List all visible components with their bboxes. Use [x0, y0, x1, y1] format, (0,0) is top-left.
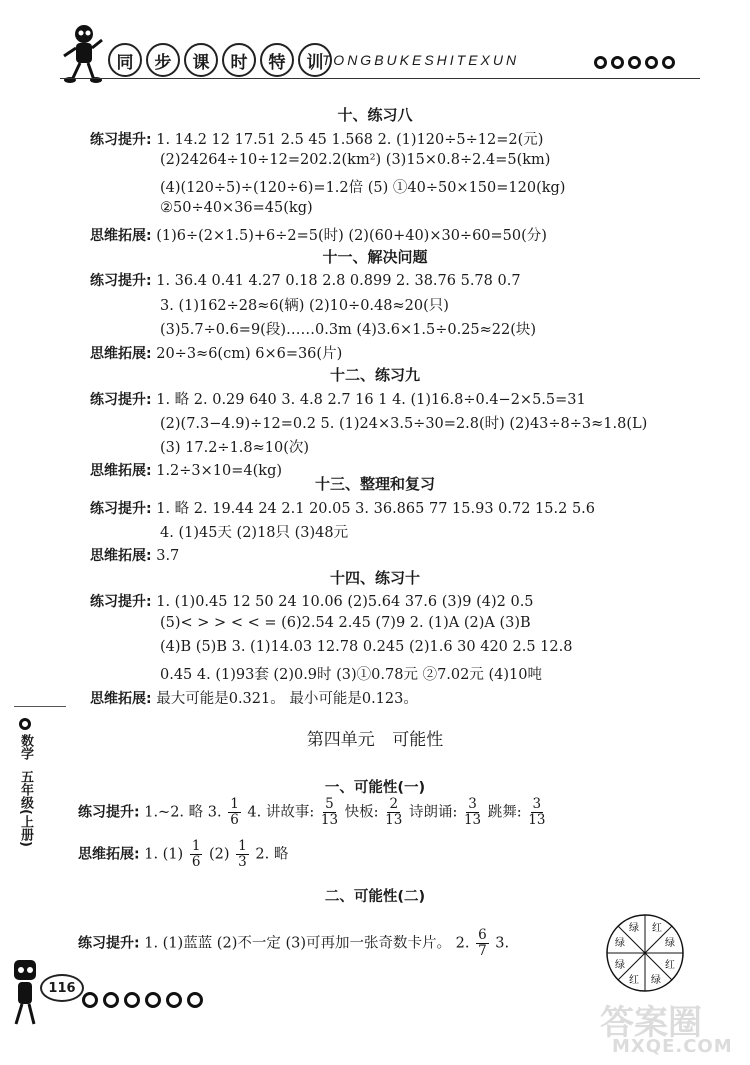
fraction-denominator: 6 — [191, 854, 201, 870]
answer-text: 1.~2. 略 3. — [144, 804, 222, 821]
answer-line — [90, 545, 179, 565]
thinking-label: 思维拓展: — [90, 346, 152, 362]
answer-line — [90, 342, 342, 363]
mascot-icon — [6, 958, 46, 1028]
circle-icon — [124, 992, 140, 1008]
answer-text: (2)(7.3−4.9)÷12=0.2 5. (1)24×3.5÷30=2.8(时) (2)43÷8÷3≈1.8(L) — [160, 416, 648, 432]
mascot-icon — [58, 22, 106, 84]
fraction-denominator: 13 — [528, 812, 546, 828]
answer-text: 4. 讲故事: — [247, 804, 315, 821]
answer-line — [90, 497, 595, 518]
answer-text: (3)5.7÷0.6=9(段)……0.3m (4)3.6×1.5÷0.25≈22(块) — [160, 322, 537, 338]
footer-dots — [82, 992, 203, 1008]
thinking-label: 思维拓展: — [78, 846, 140, 863]
practice-label: 练习提升: — [90, 132, 152, 148]
practice-label: 练习提升: — [90, 392, 152, 408]
answer-text: (5)< > > < < = (6)2.54 2.45 (7)9 2. (1)A (2)A (3)B — [160, 615, 531, 631]
fraction-numerator: 6 — [478, 927, 487, 943]
answer-line — [78, 797, 547, 828]
thinking-label: 思维拓展: — [90, 691, 152, 707]
fraction — [190, 839, 203, 870]
fraction-numerator: 1 — [230, 796, 239, 812]
answer-line — [90, 388, 586, 409]
fraction-numerator: 5 — [325, 796, 334, 812]
watermark: 答案圈 — [600, 1003, 702, 1043]
answer-text: (2) — [209, 846, 230, 863]
wheel-label: 红 — [652, 923, 662, 934]
answer-text: 1.2÷3×10=4(kg) — [156, 463, 283, 479]
fraction-denominator: 13 — [463, 812, 482, 828]
answer-text: 0.45 4. (1)93套 (2)0.9时 (3)①0.78元 ②7.02元 (4)10吨 — [160, 667, 542, 683]
answer-text: 1. 略 2. 0.29 640 3. 4.8 2.7 16 1 4. (1)16.8÷0.4−2×5.5=31 — [156, 392, 586, 408]
fraction — [385, 797, 402, 828]
wheel-label: 红 — [665, 960, 675, 971]
answer-line — [90, 591, 534, 611]
fraction-denominator: 6 — [230, 812, 239, 828]
fraction-numerator: 1 — [191, 838, 201, 854]
watermark-url: MXQE.COM — [612, 1036, 733, 1057]
header-title-char: 同 — [108, 43, 142, 77]
circle-icon — [187, 992, 203, 1008]
wheel-label: 绿 — [629, 923, 639, 934]
section-title: 二、可能性(二) — [324, 889, 426, 905]
wheel-label: 红 — [629, 975, 639, 986]
circle-icon — [611, 56, 624, 69]
answer-text: 最大可能是0.321。 最小可能是0.123。 — [156, 691, 418, 707]
answer-text: (3) 17.2÷1.8≈10(次) — [160, 440, 310, 456]
fraction — [476, 928, 489, 959]
section-title: 十、练习八 — [337, 106, 413, 124]
header-latin: TONGBUKESHITEXUN — [322, 52, 520, 68]
answer-text: 4. (1)45天 (2)18只 (3)48元 — [160, 525, 349, 541]
section-title: 十二、练习九 — [329, 366, 420, 384]
practice-label: 练习提升: — [78, 804, 140, 821]
practice-label: 练习提升: — [90, 273, 152, 289]
header-rule — [60, 78, 700, 79]
answer-text: 3. — [495, 935, 510, 952]
answer-text: 1. (1)0.45 12 50 24 10.06 (2)5.64 37.6 (3)9 (4)2 0.5 — [156, 594, 534, 610]
wheel-label: 绿 — [665, 938, 675, 949]
fraction-numerator: 2 — [389, 796, 399, 812]
header-title — [108, 43, 332, 77]
header-title-char: 特 — [260, 43, 294, 77]
circle-icon — [645, 56, 658, 69]
answer-text: (4)B (5)B 3. (1)14.03 12.78 0.245 (2)1.6 30 420 2.5 12.8 — [160, 639, 573, 655]
practice-label: 练习提升: — [90, 501, 152, 517]
thinking-label: 思维拓展: — [90, 463, 152, 479]
section-title: 十四、练习十 — [329, 569, 420, 587]
fraction — [236, 839, 249, 870]
fraction-numerator: 1 — [238, 838, 247, 854]
fraction-denominator: 3 — [238, 854, 247, 870]
circle-icon — [145, 992, 161, 1008]
answer-line — [78, 928, 509, 959]
sidebar-grade: 五年级(上册) — [18, 770, 33, 847]
sidebar-subject: 数学 — [18, 734, 33, 760]
circle-icon — [594, 56, 607, 69]
practice-label: 练习提升: — [90, 594, 152, 610]
unit-title: 第四单元 可能性 — [306, 730, 444, 750]
thinking-label: 思维拓展: — [90, 228, 152, 244]
answer-text: (1)6÷(2×1.5)+6÷2=5(时) (2)(60+40)×30÷60=50(分) — [156, 228, 547, 244]
fraction-denominator: 7 — [478, 943, 487, 959]
answer-line — [90, 224, 547, 245]
answer-text: 跳舞: — [487, 804, 522, 821]
spinner-wheel — [605, 913, 685, 993]
answer-text: 诗朗诵: — [408, 804, 458, 821]
circle-icon — [103, 992, 119, 1008]
header-title-char: 时 — [222, 43, 256, 77]
thinking-label: 思维拓展: — [90, 548, 152, 564]
header-dots — [594, 56, 675, 69]
fraction — [321, 797, 338, 828]
wheel-label: 绿 — [615, 938, 625, 949]
answer-text: (2)24264÷10÷12=202.2(km²) (3)15×0.8÷2.4=5(km) — [160, 152, 551, 168]
wheel-label: 绿 — [651, 975, 661, 986]
answer-text: 2. 略 — [255, 846, 289, 863]
answer-line — [78, 839, 288, 870]
section-title: 十一、解决问题 — [322, 248, 428, 266]
answer-text: 20÷3≈6(cm) 6×6=36(片) — [156, 346, 343, 362]
answer-text: 3. (1)162÷28≈6(辆) (2)10÷0.48≈20(只) — [160, 298, 449, 314]
circle-icon — [166, 992, 182, 1008]
header-title-char: 步 — [146, 43, 180, 77]
page-number: 116 — [40, 974, 84, 1002]
sidebar-rule — [14, 706, 66, 707]
circle-icon — [628, 56, 641, 69]
answer-text: ②50÷40×36=45(kg) — [160, 200, 313, 216]
fraction — [228, 797, 241, 828]
answer-text: 1. 36.4 0.41 4.27 0.18 2.8 0.899 2. 38.76 5.78 0.7 — [156, 273, 521, 289]
answer-line — [90, 270, 521, 290]
fraction-denominator: 13 — [320, 812, 339, 828]
answer-text: 1. 略 2. 19.44 24 2.1 20.05 3. 36.865 77 15.93 0.72 15.2 5.6 — [156, 501, 595, 517]
practice-label: 练习提升: — [78, 935, 140, 952]
answer-line — [90, 128, 543, 149]
section-title: 十三、整理和复习 — [314, 475, 435, 493]
header-title-char: 课 — [184, 43, 218, 77]
answer-line — [90, 687, 418, 708]
circle-icon — [662, 56, 675, 69]
fraction — [528, 797, 545, 828]
answer-text: 1. 14.2 12 17.51 2.5 45 1.568 2. (1)120÷5÷12=2(元) — [156, 132, 544, 148]
answer-text: 3.7 — [156, 548, 180, 564]
fraction-numerator: 3 — [468, 796, 477, 812]
answer-text: 1. (1)蓝蓝 (2)不一定 (3)可再加一张奇数卡片。 2. — [144, 935, 470, 952]
fraction — [464, 797, 481, 828]
fraction-denominator: 13 — [385, 812, 403, 828]
answer-text: 快板: — [344, 804, 379, 821]
section-title: 一、可能性(一) — [324, 780, 426, 796]
circle-icon — [82, 992, 98, 1008]
answer-text: (4)(120÷5)÷(120÷6)=1.2倍 (5) ①40÷50×150=120(kg) — [160, 180, 566, 196]
fraction-numerator: 3 — [532, 796, 542, 812]
answer-text: 1. (1) — [144, 846, 184, 863]
header-title-char: 训 — [298, 43, 332, 77]
wheel-label: 绿 — [615, 960, 625, 971]
